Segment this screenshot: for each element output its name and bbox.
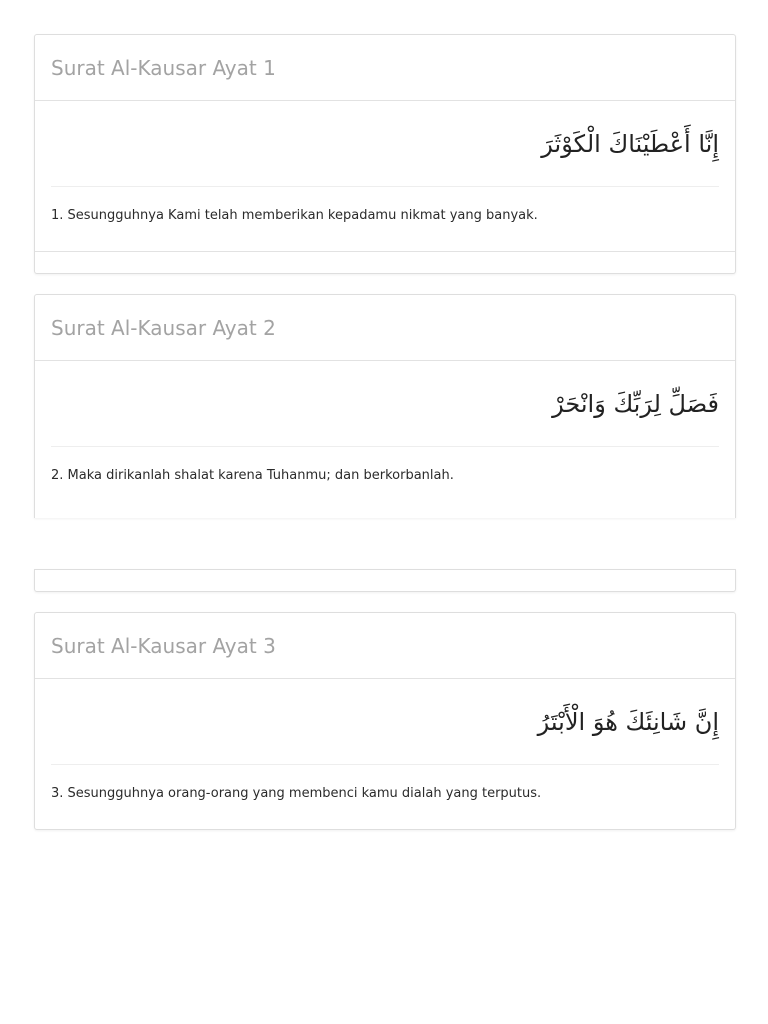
ayat-card-1 (34, 34, 736, 274)
arabic-verse: فَصَلِّ لِرَبِّكَ وَانْحَرْ (51, 361, 719, 447)
card-title: Surat Al-Kausar Ayat 3 (35, 613, 735, 679)
card-body (35, 361, 735, 511)
arabic-verse: إِنَّ شَانِئَكَ هُوَ الْأَبْتَرُ (51, 679, 719, 765)
card-body (35, 679, 735, 829)
ayat-card-2 (34, 294, 736, 518)
card-footer (35, 251, 735, 273)
verse-translation: 3. Sesungguhnya orang-orang yang membenci kamu dialah yang terputus. (51, 786, 542, 801)
ayat-card-3 (34, 612, 736, 830)
card-title: Surat Al-Kausar Ayat 1 (35, 35, 735, 101)
arabic-verse: إِنَّا أَعْطَيْنَاكَ الْكَوْثَرَ (51, 101, 719, 187)
card-body (35, 101, 735, 251)
verse-translation: 2. Maka dirikanlah shalat karena Tuhanmu; dan berkorbanlah. (51, 468, 454, 483)
verse-translation: 1. Sesungguhnya Kami telah memberikan kepadamu nikmat yang banyak. (51, 208, 538, 223)
card-title: Surat Al-Kausar Ayat 2 (35, 295, 735, 361)
ayat-card-2-footer (34, 569, 736, 592)
